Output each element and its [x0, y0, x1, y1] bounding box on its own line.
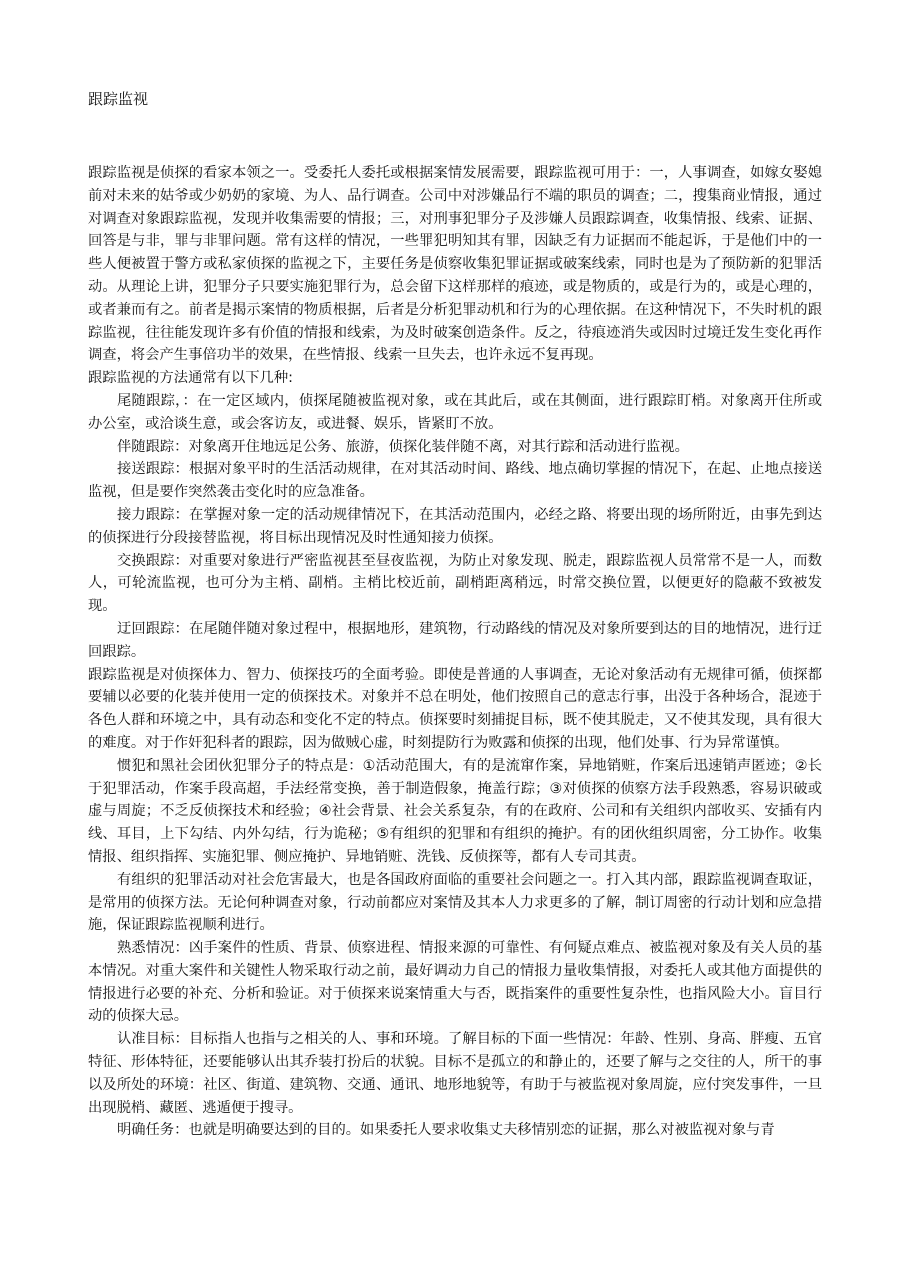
- paragraph-exchange-tracking: 交换跟踪：对重要对象进行严密监视甚至昼夜监视，为防止对象发现、脱走，跟踪监视人员常常不是一人，而数人，可轮流监视，也可分为主梢、副梢。主梢比校近前，副梢距离稍远，时常交换位置，以便更好的隐蔽不致被发现。: [88, 552, 822, 615]
- paragraph-clarify-task: 明确任务：也就是明确要达到的目的。如果委托人要求收集丈夫移情别恋的证据，那么对被监视对象与青: [117, 1122, 775, 1139]
- paragraph-companion-tracking: 伴随跟踪：对象离开住地远足公务、旅游，侦探化装伴随不离，对其行踪和活动进行监视。: [117, 438, 689, 455]
- paragraph-familiarize: 熟悉情况：凶手案件的性质、背景、侦察进程、情报来源的可靠性、有何疑点难点、被监视对象及有关人员的基本情况。对重大案件和关键性人物采取行动之前，最好调动力自己的情报力量收集情报，对委托人或其他方面提供的情报进行必要的补充、分析和验证。对于侦探来说案情重大与否，既指案件的重要性复杂性，也指风险大小。盲目行动的侦探大忌。: [88, 940, 822, 1025]
- paragraph-organized-crime: 有组织的犯罪活动对社会危害最大，也是各国政府面临的重要社会问题之一。打入其内部，跟踪监视调查取证，是常用的侦探方法。无论何种调查对象，行动前都应对案情及其本人力求更多的了解，制订周密的行动计划和应急措施，保证跟踪监视顺利进行。: [88, 871, 822, 934]
- paragraph-detour-tracking: 迂回跟踪：在尾随伴随对象过程中，根据地形，建筑物，行动路线的情况及对象所要到达的目的地情况，进行迂回跟踪。: [88, 620, 822, 660]
- paragraph-pickup-tracking: 接送跟踪：根据对象平时的生活活动规律，在对其活动时间、路线、地点确切掌握的情况下，在起、止地点接送监视，但是要作突然袭击变化时的应急准备。: [88, 461, 822, 501]
- paragraph-tail-tracking: 尾随跟踪，：在一定区域内，侦探尾随被监视对象，或在其此后，或在其侧面，进行跟踪盯梢。对象离开住所或办公室，或洽谈生意，或会客访友，或进餐、娱乐，皆紧盯不放。: [88, 392, 822, 432]
- document-body: [88, 162, 822, 1142]
- document-title: 跟踪监视: [88, 90, 149, 108]
- paragraph-habitual-criminals: 惯犯和黑社会团伙犯罪分子的特点是：①活动范围大，有的是流窜作案，异地销赃，作案后迅速销声匿迹；②长于犯罪活动，作案手段高超，手法经常变换，善于制造假象，掩盖行踪；③对侦探的侦察方法手段熟悉，容易识破或虚与周旋；不乏反侦探技术和经验；④社会背景、社会关系复杂，有的在政府、公司和有关组织内部收买、安插有内线、耳目，上下勾结、内外勾结，行为诡秘；⑤有组织的犯罪和有组织的掩护。有的团伙组织周密，分工协作。收集情报、组织指挥、实施犯罪、侧应掩护、异地销赃、洗钱、反侦探等，都有人专司其责。: [88, 757, 822, 865]
- paragraph-identify-target: 认准目标：目标指人也指与之相关的人、事和环境。了解目标的下面一些情况：年龄、性别、身高、胖瘦、五官特征、形体特征，还要能够认出其乔装打扮后的状貌。目标不是孤立的和静止的，还要了解与之交往的人，所干的事以及所处的环境：社区、街道、建筑物、交通、通讯、地形地貌等，有助于与被监视对象周旋，应付突发事件，一旦出现脱梢、藏匿、逃遁便于搜寻。: [88, 1031, 822, 1116]
- paragraph-relay-tracking: 接力跟踪：在掌握对象一定的活动规律情况下，在其活动范围内，必经之路、将要出现的场所附近，由事先到达的侦探进行分段接替监视，将目标出现情况及时性通知接力侦探。: [88, 506, 822, 546]
- paragraph-comprehensive-test: 跟踪监视是对侦探体力、智力、侦探技巧的全面考验。即使是普通的人事调查，无论对象活动有无规律可循，侦探都要辅以必要的化装并使用一定的侦探技术。对象并不总在明处，他们按照自己的意志行事，出没于各种场合，混迹于各色人群和环境之中，具有动态和变化不定的特点。侦探要时刻捕捉目标，既不使其脱走，又不使其发现，具有很大的难度。对于作奸犯科者的跟踪，因为做贼心虚，时刻提防行为败露和侦探的出现，他们处事、行为异常谨慎。: [88, 666, 822, 751]
- paragraph-methods-heading: 跟踪监视的方法通常有以下几种:: [88, 370, 293, 387]
- paragraph-intro: 跟踪监视是侦探的看家本领之一。受委托人委托或根据案情发展需要，跟踪监视可用于：一，人事调查，如嫁女娶媳前对未来的姑爷或少奶奶的家境、为人、品行调查。公司中对涉嫌品行不端的职员的调查；二，搜集商业情报，通过对调查对象跟踪监视，发现并收集需要的情报；三，对刑事犯罪分子及涉嫌人员跟踪调查，收集情报、线索、证据、回答是与非，罪与非罪问题。常有这样的情况，一些罪犯明知其有罪，因缺乏有力证据而不能起诉，于是他们中的一些人便被置于警方或私家侦探的监视之下，主要任务是侦察收集犯罪证据或破案线索，同时也是为了预防新的犯罪活动。从理论上讲，犯罪分子只要实施犯罪行为，总会留下这样那样的痕迹，或是物质的，或是行为的，或是心理的，或者兼而有之。前者是揭示案情的物质根据，后者是分析犯罪动机和行为的心理依据。在这种情况下，不失时机的跟踪监视，往往能发现许多有价值的情报和线索，为及时破案创造条件。反之，待痕迹消失或因时过境迁发生变化再作调查，将会产生事倍功半的效果，在些情报、线索一旦失去，也许永远不复再现。: [88, 165, 822, 364]
